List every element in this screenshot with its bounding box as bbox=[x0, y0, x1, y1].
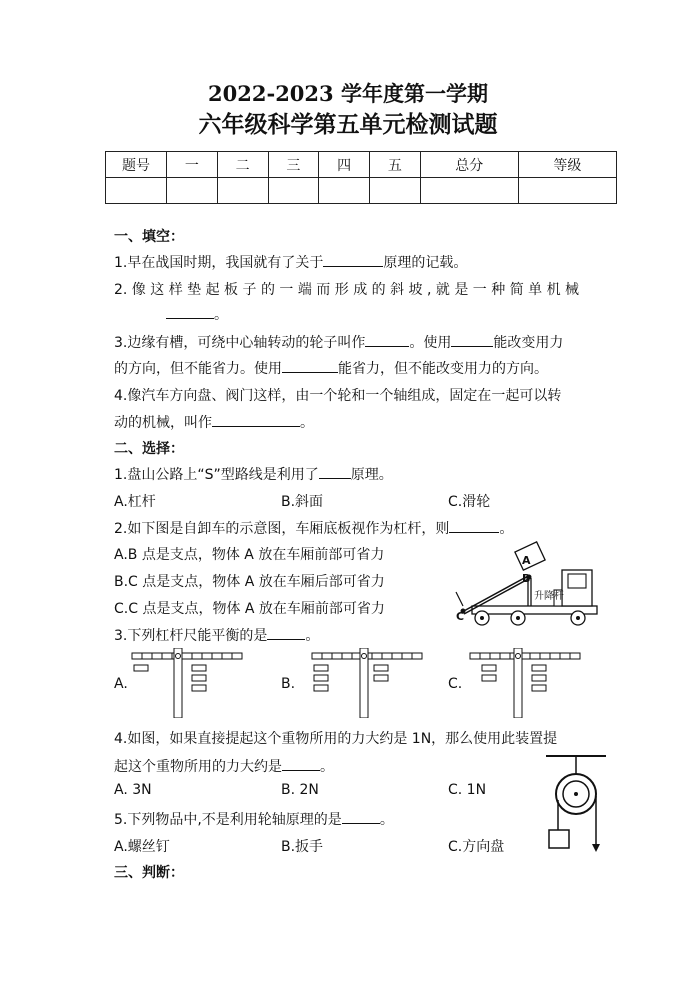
answer-blank[interactable] bbox=[323, 252, 383, 267]
question-text: 能改变用力 bbox=[493, 335, 564, 351]
score-header-cell: 三 bbox=[268, 152, 319, 178]
question-2-5 bbox=[114, 809, 394, 829]
answer-blank[interactable] bbox=[365, 332, 409, 347]
score-cell[interactable] bbox=[518, 178, 616, 204]
option-a[interactable]: A.杠杆 bbox=[114, 494, 156, 510]
score-table-value-row bbox=[106, 178, 617, 204]
question-text: 1.早在战国时期，我国就有了关于 bbox=[114, 255, 324, 271]
score-cell[interactable] bbox=[268, 178, 319, 204]
option-b[interactable]: B.C 点是支点，物体 A 放在车厢后部可省力 bbox=[114, 574, 385, 590]
dump-truck-figure bbox=[450, 540, 620, 630]
question-text: 。 bbox=[320, 759, 334, 775]
answer-blank[interactable] bbox=[319, 464, 351, 479]
question-1-3-line1 bbox=[114, 332, 563, 352]
question-text: 的方向，但不能省力。使用 bbox=[114, 361, 282, 377]
option-a[interactable]: A.B 点是支点，物体 A 放在车厢前部可省力 bbox=[114, 547, 385, 563]
question-text: 原理。 bbox=[350, 467, 393, 483]
question-text: 3.下列杠杆尺能平衡的是 bbox=[114, 628, 268, 644]
answer-blank[interactable] bbox=[212, 412, 300, 427]
section-heading-true-false: 三、判断： bbox=[114, 865, 184, 881]
answer-blank[interactable] bbox=[449, 518, 499, 533]
question-1-2-line2 bbox=[166, 304, 228, 324]
option-c[interactable]: C.方向盘 bbox=[448, 839, 505, 855]
pulley-figure bbox=[540, 752, 615, 857]
option-a[interactable]: A. bbox=[114, 676, 128, 692]
question-text: 能省力，但不能改变用力的方向。 bbox=[338, 361, 548, 377]
question-text: 。 bbox=[499, 521, 514, 537]
score-header-cell: 总分 bbox=[420, 152, 518, 178]
question-2-4-line2 bbox=[114, 756, 334, 776]
question-text: 。 bbox=[305, 628, 320, 644]
figure-label-b: B bbox=[522, 572, 531, 585]
question-text: 2.如下图是自卸车的示意图，车厢底板视作为杠杆，则 bbox=[114, 521, 450, 537]
question-text: 5.下列物品中,不是利用轮轴原理的是 bbox=[114, 812, 342, 828]
question-1-3-line2 bbox=[114, 358, 548, 378]
question-text: 起这个重物所用的力大约是 bbox=[114, 759, 282, 775]
question-2-1 bbox=[114, 464, 393, 484]
score-table bbox=[105, 151, 617, 204]
answer-blank[interactable] bbox=[451, 332, 493, 347]
question-1-4-line2 bbox=[114, 412, 314, 432]
answer-blank[interactable] bbox=[267, 625, 305, 640]
score-cell[interactable] bbox=[420, 178, 518, 204]
exam-title-subject: 六年级科学第五单元检测试题 bbox=[198, 111, 498, 138]
score-header-cell: 五 bbox=[370, 152, 421, 178]
section-heading-choice: 二、选择： bbox=[114, 441, 184, 457]
score-cell[interactable] bbox=[106, 178, 167, 204]
score-cell[interactable] bbox=[217, 178, 268, 204]
score-header-cell: 二 bbox=[217, 152, 268, 178]
lever-scale-c-figure bbox=[468, 648, 583, 718]
figure-label-lift-rod: 升降杆 bbox=[534, 591, 564, 602]
score-cell[interactable] bbox=[319, 178, 370, 204]
question-text: 。 bbox=[379, 812, 394, 828]
question-text: 。 bbox=[300, 415, 314, 431]
question-1-1 bbox=[114, 252, 467, 272]
option-a[interactable]: A.螺丝钉 bbox=[114, 839, 170, 855]
score-table-header-row bbox=[106, 152, 617, 178]
question-2-2 bbox=[114, 518, 513, 538]
option-c[interactable]: C.C 点是支点，物体 A 放在车厢前部可省力 bbox=[114, 601, 385, 617]
question-text: 1.盘山公路上“S”型路线是利用了 bbox=[114, 467, 319, 483]
answer-blank[interactable] bbox=[166, 304, 214, 319]
option-a[interactable]: A. 3N bbox=[114, 782, 152, 798]
score-header-cell: 等级 bbox=[518, 152, 616, 178]
option-c[interactable]: C.滑轮 bbox=[448, 494, 491, 510]
score-header-cell: 四 bbox=[319, 152, 370, 178]
answer-blank[interactable] bbox=[282, 358, 338, 373]
score-header-cell: 一 bbox=[167, 152, 218, 178]
option-b[interactable]: B. bbox=[281, 676, 296, 692]
section-heading-fill-blank: 一、填空： bbox=[114, 229, 184, 245]
question-text: 原理的记载。 bbox=[383, 255, 468, 271]
score-cell[interactable] bbox=[370, 178, 421, 204]
option-b[interactable]: B.斜面 bbox=[281, 494, 324, 510]
option-c[interactable]: C. bbox=[448, 676, 463, 692]
score-cell[interactable] bbox=[167, 178, 218, 204]
answer-blank[interactable] bbox=[342, 809, 380, 824]
answer-blank[interactable] bbox=[282, 756, 320, 771]
question-text: 。 bbox=[214, 307, 228, 323]
question-1-4-line1: 4.像汽车方向盘、阀门这样，由一个轮和一个轴组成，固定在一起可以转 bbox=[114, 388, 562, 404]
score-header-cell: 题号 bbox=[106, 152, 167, 178]
exam-title-year: 2022-2023 学年度第一学期 bbox=[208, 81, 488, 106]
figure-label-a: A bbox=[522, 554, 531, 567]
lever-scale-a-figure bbox=[130, 648, 245, 718]
option-c[interactable]: C. 1N bbox=[448, 782, 487, 798]
question-text: 3.边缘有槽，可绕中心轴转动的轮子叫作 bbox=[114, 335, 366, 351]
option-b[interactable]: B.扳手 bbox=[281, 839, 324, 855]
question-2-3 bbox=[114, 625, 319, 645]
lever-scale-b-figure bbox=[310, 648, 425, 718]
figure-label-c: C bbox=[456, 610, 465, 623]
question-1-2-line1: 2. 像 这 样 垫 起 板 子 的 一 端 而 形 成 的 斜 坡 , 就 是 一 种 简 单 机 械 bbox=[114, 282, 580, 298]
question-text: 。使用 bbox=[409, 335, 452, 351]
question-2-4-line1: 4.如图，如果直接提起这个重物所用的力大约是 1N，那么使用此装置提 bbox=[114, 731, 558, 747]
option-b[interactable]: B. 2N bbox=[281, 782, 319, 798]
question-text: 动的机械，叫作 bbox=[114, 415, 212, 431]
